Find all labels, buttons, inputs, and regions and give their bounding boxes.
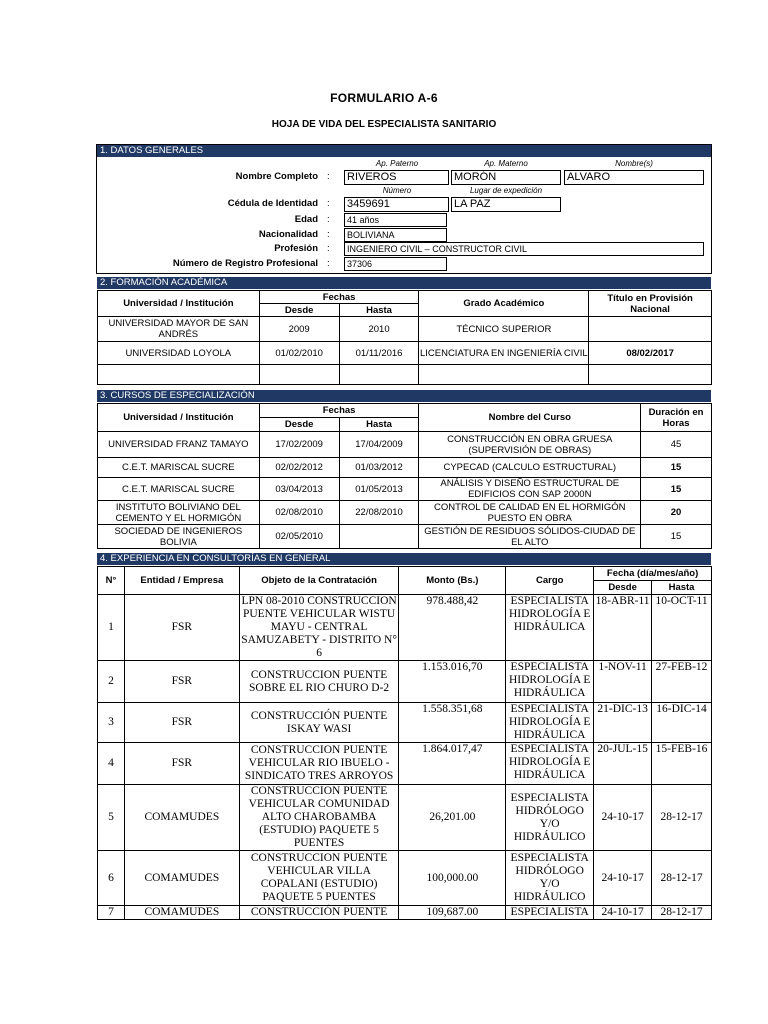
cell-hasta: 22/08/2010 [339,501,419,525]
section-header-datos: 1. DATOS GENERALES [97,145,711,157]
table-row [98,906,712,920]
cell-cargo: ESPECIALISTA HIDRÓLOGO Y/O HIDRÁULICO [506,785,594,851]
colon: : [327,229,330,240]
field-apellido-materno[interactable]: MORÓN [451,170,561,185]
header-desde: Desde [259,304,339,317]
field-apellido-paterno[interactable]: RIVEROS [344,170,449,185]
cell-curso: CYPECAD (CALCULO ESTRUCTURAL) [419,458,641,478]
cell-desde: 02/05/2010 [259,525,339,549]
label-nombre-completo: Nombre Completo [235,171,318,182]
field-nacionalidad[interactable]: BOLIVIANA [344,228,447,242]
cell-desde: 20-JUL-15 [594,743,652,785]
header-titulo: Título en Provisión Nacional [589,291,712,317]
header-monto: Monto (Bs.) [399,567,506,595]
cell-numero: 2 [98,661,125,703]
cell-universidad: UNIVERSIDAD LOYOLA [98,342,260,365]
cell-grado: TÉCNICO SUPERIOR [419,317,589,342]
cell-hasta [339,525,419,549]
colon: : [327,198,330,209]
cell-entidad: FSR [124,743,239,785]
cell-desde [259,365,339,385]
cell-hasta: 15-FEB-16 [652,743,712,785]
sub-label-lugar: Lugar de expedición [469,186,543,195]
table-row [98,525,712,549]
cell-horas: 20 [641,501,712,525]
cell-entidad: COMAMUDES [124,785,239,851]
cursos-table [97,403,712,549]
field-registro[interactable]: 37306 [344,257,447,271]
cell-desde: 2009 [259,317,339,342]
colon: : [327,243,330,254]
table-row [98,851,712,906]
cell-desde: 1-NOV-11 [594,661,652,703]
cell-curso: GESTIÓN DE RESIDUOS SÓLIDOS-CIUDAD DE EL ALTO [419,525,641,549]
cell-hasta: 28-12-17 [652,906,712,920]
table-row [98,432,712,458]
table-row [98,743,712,785]
form-subtitle: HOJA DE VIDA DEL ESPECIALISTA SANITARIO [271,119,497,130]
section-header-formacion: 2. FORMACIÓN ACADÉMICA [97,277,711,289]
cell-numero: 6 [98,851,125,906]
header-hasta: Hasta [339,418,419,432]
table-row [98,661,712,703]
cell-titulo [589,317,712,342]
cell-desde: 17/02/2009 [259,432,339,458]
table-row [98,458,712,478]
colon: : [327,171,330,182]
header-fecha: Fecha (día/mes/año) [594,567,712,581]
header-desde: Desde [259,418,339,432]
cell-hasta [339,365,419,385]
cell-numero: 3 [98,703,125,743]
cell-desde: 18-ABR-11 [594,595,652,661]
table-row [98,342,712,365]
cell-grado [419,365,589,385]
table-row [98,365,712,385]
cell-monto: 109,687.00 [399,906,506,920]
cell-universidad: INSTITUTO BOLIVIANO DEL CEMENTO Y EL HORMIGÓN [98,501,260,525]
form-title: FORMULARIO A-6 [330,91,438,105]
header-numero: N° [98,567,125,595]
cell-curso: CONSTRUCCIÓN EN OBRA GRUESA (SUPERVISIÓN DE OBRAS) [419,432,641,458]
cell-horas: 15 [641,458,712,478]
field-ci-lugar[interactable]: LA PAZ [451,197,561,212]
cell-objeto: CONSTRUCCIÓN PUENTE ISKAY WASI [239,703,399,743]
cell-numero: 1 [98,595,125,661]
cell-hasta: 01/03/2012 [339,458,419,478]
cell-objeto: CONSTRUCCION PUENTE VEHICULAR COMUNIDAD ALTO CHAROBAMBA (ESTUDIO) PAQUETE 5 PUENTES [239,785,399,851]
cell-universidad: UNIVERSIDAD MAYOR DE SAN ANDRÉS [98,317,260,342]
cell-desde: 01/02/2010 [259,342,339,365]
table-row [98,785,712,851]
cell-hasta: 10-OCT-11 [652,595,712,661]
cell-universidad: C.E.T. MARISCAL SUCRE [98,478,260,501]
cell-monto: 1.153.016,70 [399,661,506,703]
cell-horas: 15 [641,478,712,501]
header-objeto: Objeto de la Contratación [239,567,399,595]
cell-cargo: ESPECIALISTA HIDROLOGÍA E HIDRÁULICA [506,703,594,743]
field-edad[interactable]: 41 años [344,213,447,227]
header-grado: Grado Académico [419,291,589,317]
cell-horas: 15 [641,525,712,549]
cell-hasta: 16-DIC-14 [652,703,712,743]
cell-entidad: FSR [124,703,239,743]
colon: : [327,214,330,225]
cell-hasta: 28-12-17 [652,785,712,851]
cell-hasta: 27-FEB-12 [652,661,712,703]
field-nombres[interactable]: ALVARO [564,170,704,185]
label-profesion: Profesión [274,243,318,254]
cell-numero: 4 [98,743,125,785]
cell-entidad: FSR [124,661,239,703]
cell-monto: 26,201.00 [399,785,506,851]
header-fechas: Fechas [259,291,419,304]
cell-objeto: CONSTRUCCION PUENTE VEHICULAR RIO IBUELO - SINDICATO TRES ARROYOS [239,743,399,785]
cell-desde: 24-10-17 [594,785,652,851]
cell-titulo [589,365,712,385]
colon: : [327,258,330,269]
cell-entidad: COMAMUDES [124,906,239,920]
header-hasta: Hasta [652,581,712,595]
cell-entidad: FSR [124,595,239,661]
header-desde: Desde [594,581,652,595]
label-edad: Edad [294,214,318,225]
cell-numero: 5 [98,785,125,851]
cell-desde: 21-DIC-13 [594,703,652,743]
header-duracion: Duración en Horas [641,404,712,432]
table-row [98,501,712,525]
cell-curso: CONTROL DE CALIDAD EN EL HORMIGÓN PUESTO EN OBRA [419,501,641,525]
table-row [98,317,712,342]
header-universidad: Universidad / Institución [98,404,260,432]
sub-label-paterno: Ap. Paterno [375,159,419,168]
cell-monto: 100,000.00 [399,851,506,906]
cell-titulo: 08/02/2017 [589,342,712,365]
table-row [98,703,712,743]
cell-monto: 1.558.351,68 [399,703,506,743]
header-cargo: Cargo [506,567,594,595]
cell-cargo: ESPECIALISTA HIDROLOGÍA E HIDRÁULICA [506,743,594,785]
section-header-cursos: 3. CURSOS DE ESPECIALIZACIÓN [97,390,711,402]
cell-monto: 978.488,42 [399,595,506,661]
cell-desde: 02/08/2010 [259,501,339,525]
cell-hasta: 17/04/2009 [339,432,419,458]
cell-universidad: C.E.T. MARISCAL SUCRE [98,458,260,478]
label-nacionalidad: Nacionalidad [258,229,318,240]
cell-hasta: 2010 [339,317,419,342]
cell-hasta: 28-12-17 [652,851,712,906]
cell-objeto: CONSTRUCCION PUENTE VEHICULAR VILLA COPALANI (ESTUDIO) PAQUETE 5 PUENTES [239,851,399,906]
field-ci-numero[interactable]: 3459691 [344,197,449,212]
sub-label-materno: Ap. Materno [484,159,528,168]
table-row [98,595,712,661]
cell-objeto: LPN 08-2010 CONSTRUCCION PUENTE VEHICULAR WISTU MAYU - CENTRAL SAMUZABETY - DISTRITO N° 6 [241,595,397,659]
cell-universidad [98,365,260,385]
cell-desde: 03/04/2013 [259,478,339,501]
header-hasta: Hasta [339,304,419,317]
cell-cargo: ESPECIALISTA [506,906,594,920]
header-entidad: Entidad / Empresa [124,567,239,595]
field-profesion[interactable]: INGENIERO CIVIL – CONSTRUCTOR CIVIL [344,242,704,256]
header-universidad: Universidad / Institución [98,291,260,317]
cell-curso: ANÁLISIS Y DISEÑO ESTRUCTURAL DE EDIFICIOS CON SAP 2000N [419,478,641,501]
label-cedula: Cédula de Identidad [227,198,318,209]
cell-universidad: UNIVERSIDAD FRANZ TAMAYO [98,432,260,458]
label-registro: Número de Registro Profesional [172,258,318,269]
cell-cargo: ESPECIALISTA HIDROLOGÍA E HIDRÁULICA [506,661,594,703]
cell-desde: 24-10-17 [594,906,652,920]
cell-horas: 45 [641,432,712,458]
header-fechas: Fechas [259,404,419,418]
cell-entidad: COMAMUDES [124,851,239,906]
cell-objeto: CONSTRUCCION PUENTE SOBRE EL RIO CHURO D-2 [239,661,399,703]
cell-hasta: 01/05/2013 [339,478,419,501]
sub-label-numero: Número [382,186,412,195]
cell-cargo: ESPECIALISTA HIDROLOGÍA E HIDRÁULICA [506,595,594,661]
experiencia-table [97,566,712,920]
cell-grado: LICENCIATURA EN INGENIERÍA CIVIL [419,342,589,365]
cell-desde: 02/02/2012 [259,458,339,478]
section-header-experiencia: 4. EXPERIENCIA EN CONSULTORÍAS EN GENERAL [97,553,711,565]
formacion-table [97,290,712,385]
cell-numero: 7 [98,906,125,920]
sub-label-nombres: Nombre(s) [615,159,653,168]
cell-monto: 1.864.017,47 [399,743,506,785]
cell-hasta: 01/11/2016 [339,342,419,365]
table-row [98,478,712,501]
cell-cargo: ESPECIALISTA HIDRÓLOGO Y/O HIDRÁULICO [506,851,594,906]
cell-desde: 24-10-17 [594,851,652,906]
header-curso: Nombre del Curso [419,404,641,432]
cell-universidad: SOCIEDAD DE INGENIEROS BOLIVIA [98,525,260,549]
cell-objeto: CONSTRUCCIÓN PUENTE [239,906,399,920]
